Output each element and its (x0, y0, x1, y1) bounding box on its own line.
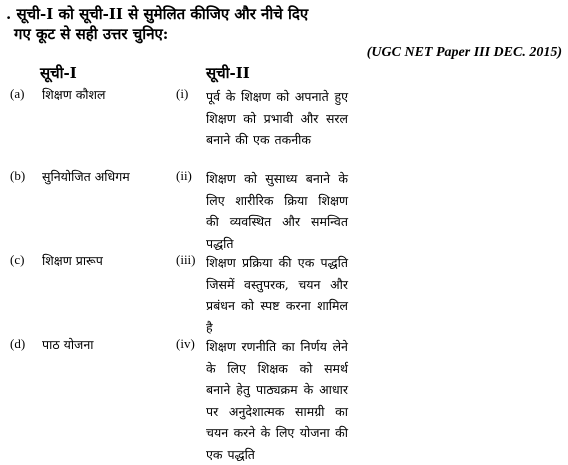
list2-item: शिक्षण प्रक्रिया की एक पद्धति जिसमें वस्तुपरक, चयन और प्रबंधन को स्पष्ट करना शामिल है (206, 255, 348, 335)
question-text-line1: . सूची-I को सूची-II से सुमेलित कीजिए और नीचे दिए (6, 5, 309, 23)
list2-header: सूची-II (206, 64, 250, 82)
list1-item: शिक्षण प्रारूप (42, 253, 103, 268)
list2-item: पूर्व के शिक्षण को अपनाते हुए शिक्षण को प्रभावी और सरल बनाने की एक तकनीक (206, 89, 348, 147)
row-letter: (a) (10, 86, 25, 101)
row-numeral: (iv) (176, 336, 195, 351)
list2-item: शिक्षण रणनीति का निर्णय लेने के लिए शिक्षक को समर्थ बनाने हेतु पाठ्यक्रम के आधार पर अनुदेशात्मक सामग्री का चयन करने के लिए योजना की एक पद्धति (206, 339, 348, 462)
row-letter: (b) (10, 168, 26, 183)
row-numeral: (i) (176, 86, 189, 101)
exam-source: (UGC NET Paper III DEC. 2015) (366, 45, 562, 60)
list1-item: सुनियोजित अधिगम (42, 169, 130, 184)
list2-item: शिक्षण को सुसाध्य बनाने के लिए शारीरिक क्रिया शिक्षण की व्यवस्थित और समन्वित पद्धति (206, 171, 348, 251)
row-numeral: (iii) (176, 252, 196, 267)
list1-item: शिक्षण कौशल (42, 87, 106, 102)
list1-header: सूची-I (40, 64, 77, 82)
row-letter: (c) (10, 252, 25, 267)
row-numeral: (ii) (176, 168, 192, 183)
list1-item: पाठ योजना (42, 337, 94, 352)
row-letter: (d) (10, 336, 26, 351)
question-text-line2: गए कूट से सही उत्तर चुनिए: (14, 25, 169, 43)
